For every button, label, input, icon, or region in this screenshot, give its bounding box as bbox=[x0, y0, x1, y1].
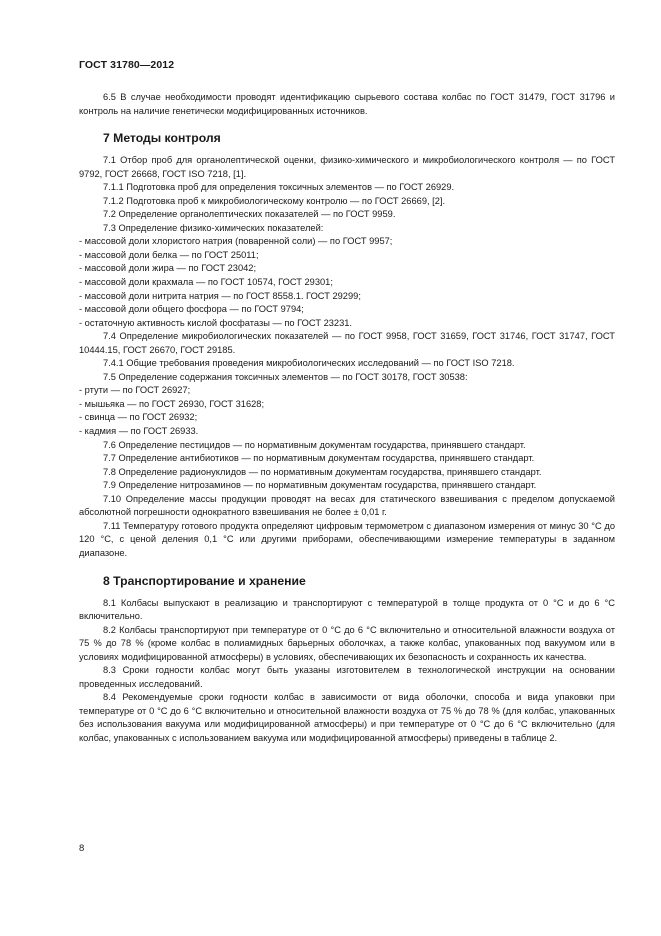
clause-8-4: 8.4 Рекомендуемые сроки годности колбас в зависимости от вида оболочки, способа и вида упаковки при температуре от 0 °С до 6 °С включительно и относительной влажности воздуха от 75 % до 78 % (для колбас, упакованных без использования вакуума или модифицированной атмосферы) и при температуре от 0 °С до 6 °С включительно (для колбас, упакованных с использованием вакуума или модифицированной атмосферы) приведены в таблице 2. bbox=[79, 692, 615, 743]
clause-7-6: 7.6 Определение пестицидов — по нормативным документам государства, принявшего стандарт. bbox=[103, 439, 526, 450]
clause-7-9: 7.9 Определение нитрозаминов — по нормативным документам государства, принявшего стандарт. bbox=[103, 480, 537, 491]
clause-7-1-2: 7.1.2 Подготовка проб к микробиологическому контролю — по ГОСТ 26669, [2]. bbox=[103, 195, 446, 206]
list-item: - мышьяка — по ГОСТ 26930, ГОСТ 31628; bbox=[79, 398, 265, 409]
clause-7-2: 7.2 Определение органолептических показателей — по ГОСТ 9959. bbox=[103, 209, 396, 220]
list-item: - свинца — по ГОСТ 26932; bbox=[79, 412, 198, 423]
section-7-title: 7 Методы контроля bbox=[103, 131, 221, 146]
list-item: - массовой доли белка — по ГОСТ 25011; bbox=[79, 249, 259, 260]
list-item: - массовой доли хлористого натрия (поваренной соли) — по ГОСТ 9957; bbox=[79, 236, 393, 247]
list-item: - массовой доли общего фосфора — по ГОСТ 9794; bbox=[79, 304, 304, 315]
clause-7-5: 7.5 Определение содержания токсичных элементов — по ГОСТ 30178, ГОСТ 30538: bbox=[103, 371, 468, 382]
clause-7-1: 7.1 Отбор проб для органолептической оценки, физико-химического и микробиологического контроля — по ГОСТ 9792, ГОСТ 26668, ГОСТ ISO 7218, [1]. bbox=[79, 155, 615, 179]
clause-7-7: 7.7 Определение антибиотиков — по нормативным документам государства, принявшего стандарт. bbox=[103, 453, 535, 464]
clause-8-3: 8.3 Сроки годности колбас могут быть указаны изготовителем в технологической инструкции на основании проведенных исследований. bbox=[79, 665, 615, 689]
clause-7-4: 7.4 Определение микробиологических показателей — по ГОСТ 9958, ГОСТ 31659, ГОСТ 31746, ГОСТ 31747, ГОСТ 10444.15, ГОСТ 26670, ГОСТ 29185. bbox=[79, 331, 615, 355]
page-content bbox=[79, 91, 615, 746]
list-item: - массовой доли крахмала — по ГОСТ 10574, ГОСТ 29301; bbox=[79, 277, 333, 288]
list-item: - массовой доли жира — по ГОСТ 23042; bbox=[79, 263, 257, 274]
clause-7-10: 7.10 Определение массы продукции проводят на весах для статического взвешивания с пределом допускаемой абсолютной погрешности однократного взвешивания не более ± 0,01 г. bbox=[79, 493, 615, 518]
clause-7-11: 7.11 Температуру готового продукта определяют цифровым термометром с диапазоном измерения от минус 30 °С до 120 °С, с ценой деления 0,1 °С или другими приборами, обеспечивающими измерение температуры в заданном диапазоне. bbox=[79, 520, 615, 558]
page-number: 8 bbox=[79, 843, 85, 854]
clause-7-3: 7.3 Определение физико-химических показателей: bbox=[103, 222, 324, 233]
clause-7-1-1: 7.1.1 Подготовка проб для определения токсичных элементов — по ГОСТ 26929. bbox=[103, 182, 455, 193]
clause-6-5: 6.5 В случае необходимости проводят идентификацию сырьевого состава колбас по ГОСТ 31479, ГОСТ 31796 и контроль на наличие генетически модифицированных источников. bbox=[79, 92, 615, 116]
list-item: - ртути — по ГОСТ 26927; bbox=[79, 385, 191, 396]
clause-8-1: 8.1 Колбасы выпускают в реализацию и транспортируют с температурой в толще продукта от 0 °С и до 6 °С включительно. bbox=[79, 597, 615, 622]
list-item: - массовой доли нитрита натрия — по ГОСТ 8558.1. ГОСТ 29299; bbox=[79, 290, 361, 301]
clause-7-8: 7.8 Определение радионуклидов — по нормативным документам государства, принявшего стандарт. bbox=[103, 466, 542, 477]
standard-header: ГОСТ 31780—2012 bbox=[79, 59, 175, 71]
list-item: - кадмия — по ГОСТ 26933. bbox=[79, 426, 199, 437]
section-8-title: 8 Транспортирование и хранение bbox=[103, 573, 306, 588]
clause-7-4-1: 7.4.1 Общие требования проведения микробиологических исследований — по ГОСТ ISO 7218. bbox=[103, 358, 515, 369]
list-item: - остаточную активность кислой фосфатазы — по ГОСТ 23231. bbox=[79, 317, 353, 328]
clause-8-2: 8.2 Колбасы транспортируют при температуре от 0 °С до 6 °С включительно и относительной влажности воздуха от 75 % до 78 % (кроме колбас в полиамидных барьерных оболочках, а также колбас, упакованных под вакуумом или в условиях модифицированной атмосферы) в условиях, обеспечивающих их безопасность и сохранность их качества. bbox=[79, 624, 615, 662]
